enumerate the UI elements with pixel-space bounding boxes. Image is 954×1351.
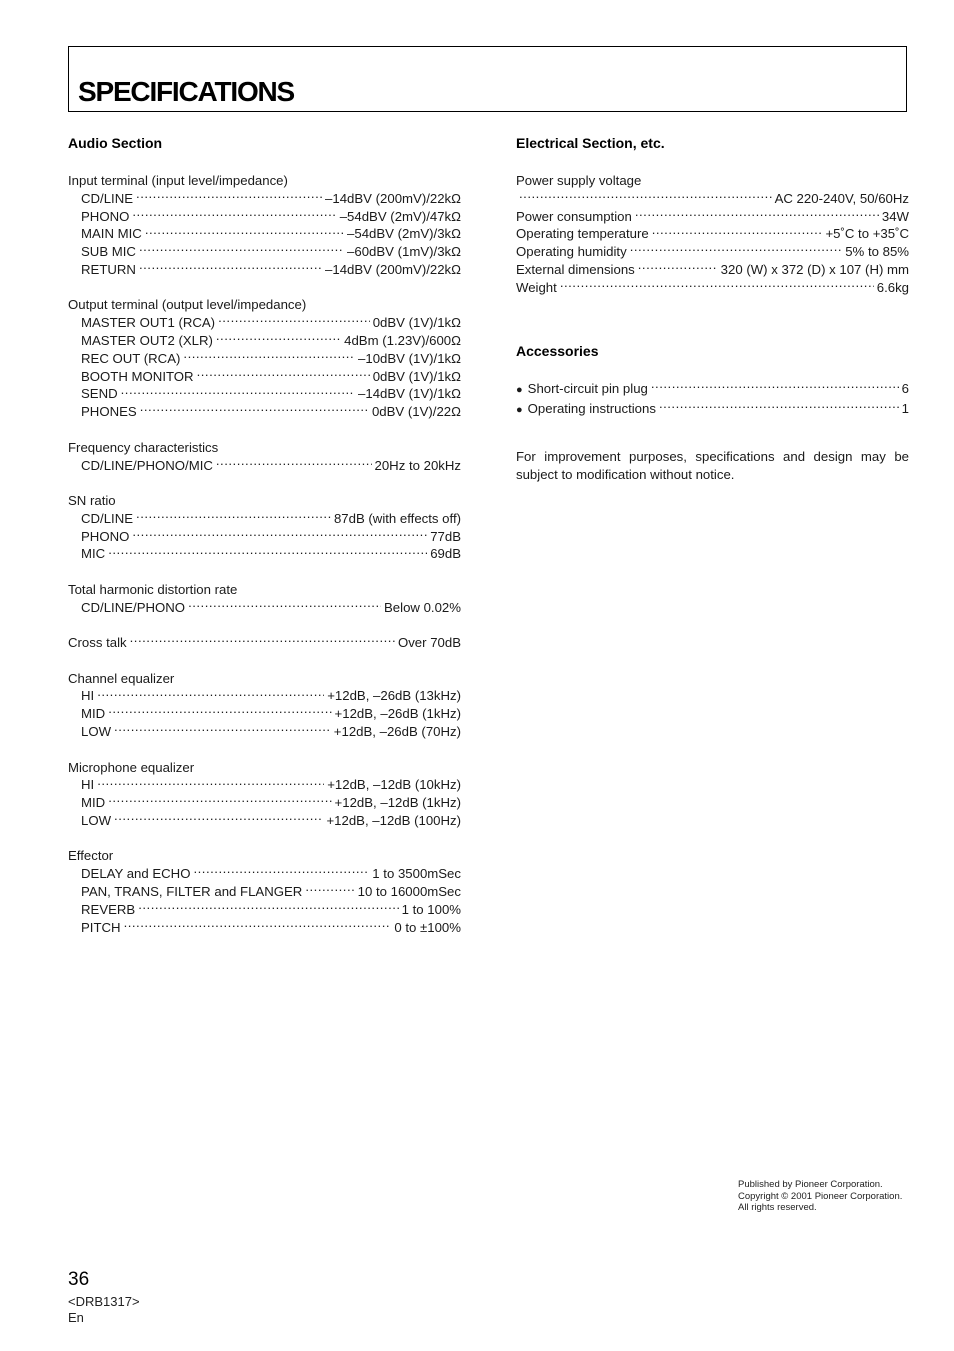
spec-value: –10dBV (1V)/1kΩ <box>358 350 461 366</box>
spec-label: LOW <box>81 724 112 740</box>
spec-row <box>68 723 461 741</box>
audio-section-heading: Audio Section <box>68 135 163 151</box>
dot-leader <box>132 529 427 541</box>
spec-label: HI <box>81 777 95 793</box>
spec-row <box>68 545 461 563</box>
spec-value: +12dB, –12dB (10kHz) <box>327 777 461 793</box>
dot-leader <box>114 724 331 736</box>
spec-row <box>68 208 461 226</box>
spec-group-title: Effector <box>68 848 114 864</box>
spec-value: +12dB, –12dB (1kHz) <box>334 795 461 811</box>
spec-value: –60dBV (1mV)/3kΩ <box>347 244 461 260</box>
dot-leader <box>108 795 331 807</box>
spec-value: 1 <box>901 401 909 417</box>
spec-value: +5˚C to +35˚C <box>825 226 909 242</box>
title-box <box>68 46 907 112</box>
spec-value: 6.6kg <box>876 279 909 295</box>
spec-label: CD/LINE/PHONO <box>81 599 186 615</box>
dot-leader <box>188 600 381 612</box>
spec-row <box>68 883 461 901</box>
electrical-spec-group <box>516 172 909 297</box>
spec-value: +12dB, –26dB (1kHz) <box>334 706 461 722</box>
spec-row <box>68 261 461 279</box>
spec-value: 0 to ±100% <box>394 919 461 935</box>
dot-leader <box>638 262 718 274</box>
spec-label: PAN, TRANS, FILTER and FLANGER <box>81 884 303 899</box>
spec-value: 0dBV (1V)/1kΩ <box>372 315 461 331</box>
doc-code: <DRB1317> <box>68 1294 140 1309</box>
dot-leader <box>183 351 355 363</box>
spec-value: 4dBm (1.23V)/600Ω <box>344 333 461 349</box>
spec-label: HI <box>81 688 95 704</box>
spec-label: PITCH <box>81 919 121 935</box>
publisher-info <box>738 1179 902 1214</box>
spec-value: 0dBV (1V)/1kΩ <box>372 368 461 384</box>
spec-row <box>68 314 461 332</box>
dot-leader <box>130 635 395 647</box>
spec-row <box>68 190 461 208</box>
bullet-icon: ● <box>516 384 523 397</box>
spec-label: CD/LINE <box>81 190 134 206</box>
rights-line: All rights reserved. <box>738 1202 817 1213</box>
spec-row <box>516 208 909 226</box>
spec-row <box>68 901 461 919</box>
spec-label: Short-circuit pin plug <box>527 381 648 397</box>
electrical-section <box>516 134 909 483</box>
spec-value: 87dB (with effects off) <box>333 510 461 526</box>
dot-leader <box>216 458 372 470</box>
accessories-list <box>516 380 909 420</box>
spec-label: MID <box>81 706 106 722</box>
spec-row <box>68 634 461 652</box>
modification-note: For improvement purposes, specifications and design may be subject to modification without notice. <box>516 448 909 482</box>
spec-group <box>68 296 461 421</box>
spec-row <box>68 510 461 528</box>
dot-leader <box>138 902 398 914</box>
dot-leader <box>659 401 899 413</box>
spec-group <box>68 759 461 830</box>
spec-row <box>68 368 461 386</box>
spec-row <box>68 865 461 883</box>
spec-label: MAIN MIC <box>81 226 142 242</box>
spec-value: +12dB, –12dB (100Hz) <box>326 812 461 828</box>
dot-leader <box>108 706 331 718</box>
spec-row <box>516 400 909 420</box>
spec-value: 10 to 16000mSec <box>357 884 461 899</box>
dot-leader <box>108 546 427 558</box>
spec-group-title: Microphone equalizer <box>68 759 195 775</box>
spec-row <box>68 350 461 368</box>
spec-value: 320 (W) x 372 (D) x 107 (H) mm <box>720 261 909 277</box>
spec-value: AC 220-240V, 50/60Hz <box>774 190 909 206</box>
power-supply-label: Power supply voltage <box>516 173 642 188</box>
spec-group <box>68 847 461 936</box>
audio-spec-groups <box>68 172 461 936</box>
dot-leader <box>652 226 823 238</box>
electrical-rows <box>516 208 909 297</box>
spec-row <box>516 279 909 297</box>
spec-value: 6 <box>901 381 909 397</box>
spec-value: –54dBV (2mV)/47kΩ <box>339 208 461 224</box>
spec-row <box>516 243 909 261</box>
dot-leader <box>519 191 772 203</box>
spec-row <box>68 687 461 705</box>
spec-label: Cross talk <box>68 635 127 651</box>
spec-value: 5% to 85% <box>845 244 909 260</box>
dot-leader <box>218 315 370 327</box>
spec-value: +12dB, –26dB (70Hz) <box>333 724 461 740</box>
spec-value: Below 0.02% <box>384 599 461 615</box>
spec-label: PHONO <box>81 528 130 544</box>
dot-leader <box>139 262 322 274</box>
spec-label: SUB MIC <box>81 244 136 260</box>
spec-row <box>68 243 461 261</box>
spec-label: Operating temperature <box>516 226 649 242</box>
page-number: 36 <box>68 1269 90 1290</box>
spec-label: MASTER OUT1 (RCA) <box>81 315 216 331</box>
spec-row <box>68 457 461 475</box>
spec-label: REVERB <box>81 901 136 917</box>
dot-leader <box>136 191 322 203</box>
spec-row <box>68 794 461 812</box>
dot-leader <box>197 369 370 381</box>
spec-value: –14dBV (200mV)/22kΩ <box>325 190 461 206</box>
spec-value: 0dBV (1V)/22Ω <box>371 404 461 420</box>
spec-group <box>68 439 461 475</box>
spec-label: MIC <box>81 546 106 562</box>
spec-row <box>68 776 461 794</box>
audio-section <box>68 134 461 954</box>
dot-leader <box>651 381 899 393</box>
spec-row <box>68 705 461 723</box>
spec-group-title: Channel equalizer <box>68 670 175 686</box>
spec-label: CD/LINE/PHONO/MIC <box>81 457 213 473</box>
spec-label: PHONES <box>81 404 137 420</box>
dot-leader <box>140 404 369 416</box>
dot-leader <box>216 333 341 345</box>
spec-row <box>68 812 461 830</box>
spec-label: Power consumption <box>516 208 632 224</box>
bullet-icon: ● <box>516 404 523 417</box>
spec-label: BOOTH MONITOR <box>81 368 194 384</box>
spec-value: 1 to 3500mSec <box>372 866 461 882</box>
dot-leader <box>132 209 336 221</box>
spec-row <box>68 919 461 937</box>
document-code <box>68 1294 140 1326</box>
spec-value: –14dBV (1V)/1kΩ <box>358 386 461 402</box>
spec-group <box>68 634 461 652</box>
spec-group <box>68 581 461 617</box>
spec-group-title: SN ratio <box>68 493 116 509</box>
spec-row <box>68 332 461 350</box>
spec-row <box>516 225 909 243</box>
spec-group <box>68 492 461 563</box>
spec-row <box>68 403 461 421</box>
spec-label: MID <box>81 795 106 811</box>
spec-row <box>516 190 909 208</box>
spec-row <box>68 385 461 403</box>
copyright-line: Copyright © 2001 Pioneer Corporation. <box>738 1190 903 1202</box>
spec-group-title: Total harmonic distortion rate <box>68 581 238 597</box>
spec-value: 69dB <box>430 546 461 562</box>
spec-label: REC OUT (RCA) <box>81 350 181 366</box>
spec-label: LOW <box>81 812 112 828</box>
electrical-section-heading: Electrical Section, etc. <box>516 135 665 151</box>
dot-leader <box>139 244 344 256</box>
dot-leader <box>136 511 331 523</box>
spec-value: Over 70dB <box>397 635 461 651</box>
dot-leader <box>193 866 369 878</box>
spec-label: Operating humidity <box>516 244 627 260</box>
dot-leader <box>560 280 874 292</box>
spec-group-title: Frequency characteristics <box>68 439 219 455</box>
spec-value: 1 to 100% <box>401 901 461 917</box>
spec-group <box>68 172 461 279</box>
spec-value: 77dB <box>430 528 461 544</box>
spec-label: MASTER OUT2 (XLR) <box>81 333 213 349</box>
publisher-line: Published by Pioneer Corporation. <box>738 1179 883 1190</box>
spec-label: RETURN <box>81 261 136 277</box>
dot-leader <box>121 386 355 398</box>
spec-row <box>68 528 461 546</box>
spec-row <box>68 599 461 617</box>
spec-value: 34W <box>881 208 909 224</box>
spec-label: External dimensions <box>516 261 635 277</box>
spec-group <box>68 670 461 741</box>
spec-group-title: Input terminal (input level/impedance) <box>68 173 288 188</box>
dot-leader <box>630 244 843 256</box>
spec-row <box>516 261 909 279</box>
dot-leader <box>97 777 324 789</box>
spec-value: –54dBV (2mV)/3kΩ <box>347 226 461 242</box>
spec-label: CD/LINE <box>81 510 134 526</box>
spec-label: Operating instructions <box>527 401 656 417</box>
spec-label: PHONO <box>81 208 130 224</box>
spec-value: 20Hz to 20kHz <box>374 457 461 473</box>
dot-leader <box>145 226 344 238</box>
accessories-heading: Accessories <box>516 343 599 360</box>
spec-group-title: Output terminal (output level/impedance) <box>68 297 307 313</box>
spec-row <box>516 380 909 400</box>
page-title: SPECIFICATIONS <box>78 76 295 107</box>
spec-label: Weight <box>516 279 557 295</box>
spec-label: SEND <box>81 386 118 402</box>
spec-value: +12dB, –26dB (13kHz) <box>327 688 461 704</box>
dot-leader <box>124 920 392 932</box>
dot-leader <box>635 209 879 221</box>
spec-label: DELAY and ECHO <box>81 866 191 882</box>
dot-leader <box>305 884 354 896</box>
language-code: En <box>68 1310 84 1325</box>
spec-row <box>68 225 461 243</box>
dot-leader <box>97 688 324 700</box>
dot-leader <box>114 813 323 825</box>
spec-value: –14dBV (200mV)/22kΩ <box>325 261 461 277</box>
